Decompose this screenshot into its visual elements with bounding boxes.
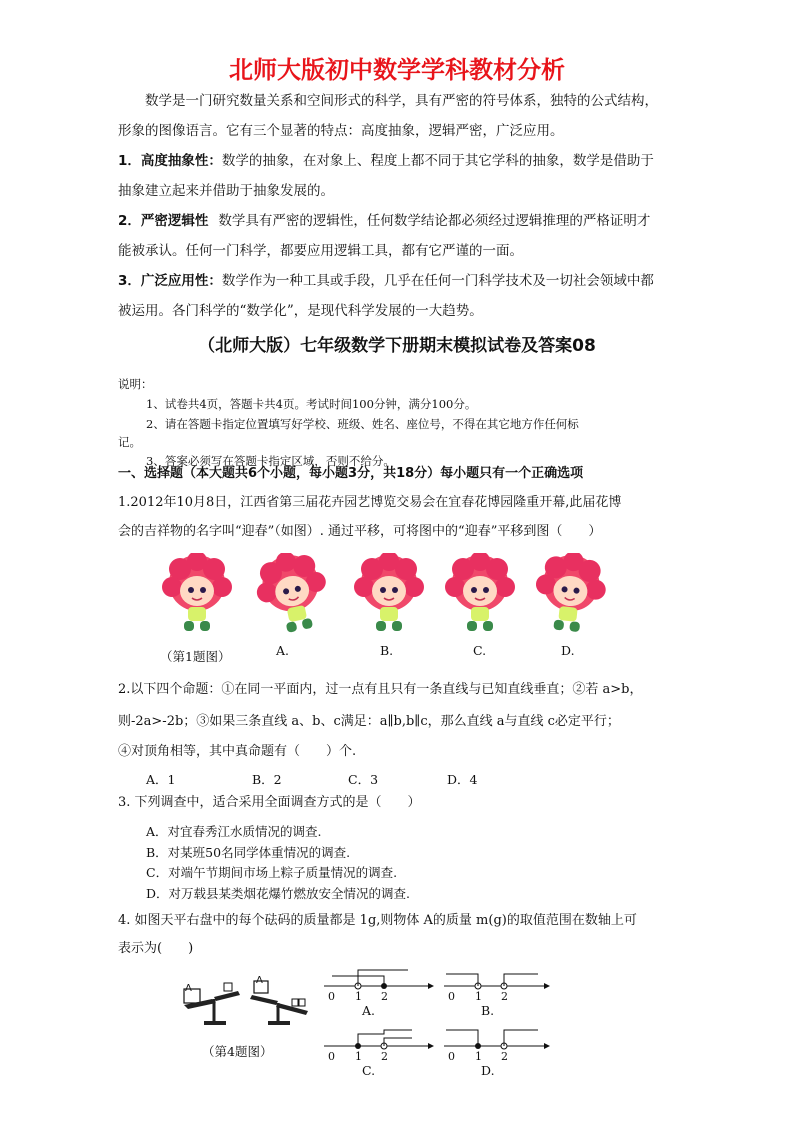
axis-c-tick-1: 1	[355, 1050, 362, 1063]
mascot-option-c-image	[443, 553, 517, 637]
note-2-line2: 记。	[118, 435, 141, 449]
section-heading: 一、选择题（本大题共6个小题，每小题3分，共18分）每小题只有一个正确选项	[118, 466, 584, 481]
q3-option-a[interactable]: A．对宜春秀江水质情况的调查.	[146, 824, 322, 839]
note-2-line1: 2、请在答题卡指定位置填写好学校、班级、姓名、座位号，不得在其它地方作任何标	[146, 417, 579, 431]
point3-text: 数学作为一种工具或手段，几乎在任何一门科学技术及一切社会领域中都	[221, 273, 654, 289]
axis-a-tick-0: 0	[328, 990, 335, 1003]
q4-option-d[interactable]: D.	[481, 1063, 495, 1078]
q4-option-c[interactable]: C.	[362, 1063, 376, 1078]
q2-option-a[interactable]: A．1	[146, 772, 176, 787]
point2-heading: 2．严密逻辑性	[118, 213, 209, 229]
point1-heading: 1．高度抽象性：	[118, 153, 222, 169]
axis-a-tick-1: 1	[355, 990, 362, 1003]
q4-line2: 表示为( )	[118, 941, 194, 956]
number-line-a	[322, 966, 434, 992]
q3-stem: 3. 下列调查中，适合采用全面调查方式的是（ ）	[118, 795, 421, 810]
q3-option-b[interactable]: B．对某班50名同学体重情况的调查.	[146, 845, 351, 860]
q4-option-b[interactable]: B.	[481, 1003, 495, 1018]
q2-line2: 则-2a>-2b；③如果三条直线 a、b、c满足：a∥b,b∥c，那么直线 a与直线 c必定平行；	[118, 714, 620, 729]
axis-b-tick-0: 0	[448, 990, 455, 1003]
number-line-b	[442, 966, 550, 992]
point1-line2: 抽象建立起来并借助于抽象发展的。	[118, 183, 334, 199]
axis-d-tick-2: 2	[501, 1050, 508, 1063]
scale2-block-label: A	[256, 975, 263, 986]
axis-c-tick-0: 0	[328, 1050, 335, 1063]
q1-option-c[interactable]: C.	[473, 643, 487, 658]
q3-option-c[interactable]: C．对端午节期间市场上粽子质量情况的调查.	[146, 865, 398, 880]
point2-text: 数学具有严密的逻辑性，任何数学结论都必须经过逻辑推理的严格证明才	[218, 213, 651, 229]
q3-option-d[interactable]: D．对万载县某类烟花爆竹燃放安全情况的调查.	[146, 886, 410, 901]
axis-d-tick-1: 1	[475, 1050, 482, 1063]
q4-line1: 4. 如图天平右盘中的每个砝码的质量都是 1g,则物体 A的质量 m(g)的取值范围在数轴上可	[118, 913, 637, 928]
q1-option-b[interactable]: B.	[380, 643, 394, 658]
intro-paragraph-line1: 数学是一门研究数量关系和空间形式的科学，具有严密的符号体系，独特的公式结构，	[145, 93, 658, 109]
point3-line1	[118, 266, 683, 296]
axis-b-tick-1: 1	[475, 990, 482, 1003]
q1-line1: 1.2012年10月8日，江西省第三届花卉园艺博览交易会在宜春花博园隆重开幕,此届花博	[118, 495, 622, 510]
q1-option-a[interactable]: A.	[276, 643, 290, 658]
mascot-option-b-image	[352, 553, 426, 637]
number-line-c	[322, 1026, 434, 1052]
mascot-original-image	[160, 553, 234, 637]
balance-scales-figure	[182, 975, 316, 1031]
number-line-d	[442, 1026, 550, 1052]
q2-line3: ④对顶角相等，其中真命题有（ ）个.	[118, 744, 357, 759]
point1-text: 数学的抽象，在对象上、程度上都不同于其它学科的抽象，数学是借助于	[221, 153, 654, 169]
note-1: 1、试卷共4页，答题卡共4页。考试时间100分钟，满分100分。	[146, 397, 477, 411]
scale1-block-label: A	[185, 983, 192, 994]
point3-heading: 3．广泛应用性：	[118, 273, 222, 289]
q2-option-c[interactable]: C．3	[348, 772, 379, 787]
note-3: 3、答案必须写在答题卡指定区域，否则不给分。	[146, 454, 395, 468]
point1-line1	[118, 146, 683, 176]
q2-option-d[interactable]: D．4	[447, 772, 478, 787]
q4-figure-caption: （第4题图）	[202, 1044, 273, 1059]
notes-label: 说明：	[118, 377, 153, 391]
mascot-option-d-image	[533, 553, 607, 637]
point2-line2: 能被承认。任何一门科学，都要应用逻辑工具，都有它严谨的一面。	[118, 243, 523, 259]
mascot-option-a-image	[256, 553, 330, 637]
axis-c-tick-2: 2	[381, 1050, 388, 1063]
q2-line1: 2.以下四个命题：①在同一平面内，过一点有且只有一条直线与已知直线垂直；②若 a>b，	[118, 682, 643, 697]
point3-line2: 被运用。各门科学的“数学化”，是现代科学发展的一大趋势。	[118, 303, 483, 319]
q4-option-a[interactable]: A.	[362, 1003, 376, 1018]
point2-line1	[118, 206, 683, 236]
axis-d-tick-0: 0	[448, 1050, 455, 1063]
intro-paragraph-line2: 形象的图像语言。它有三个显著的特点：高度抽象，逻辑严密，广泛应用。	[118, 123, 564, 139]
document-title: 北师大版初中数学学科教材分析	[229, 56, 565, 84]
axis-a-tick-2: 2	[381, 990, 388, 1003]
axis-b-tick-2: 2	[501, 990, 508, 1003]
q2-option-b[interactable]: B．2	[252, 772, 282, 787]
q1-line2: 会的吉祥物的名字叫“迎春”（如图）. 通过平移，可将图中的“迎春”平移到图（ ）	[118, 524, 602, 539]
exam-title: （北师大版）七年级数学下册期末模拟试卷及答案08	[198, 336, 596, 356]
q1-figure-caption: （第1题图）	[160, 649, 231, 664]
q1-option-d[interactable]: D.	[561, 643, 575, 658]
